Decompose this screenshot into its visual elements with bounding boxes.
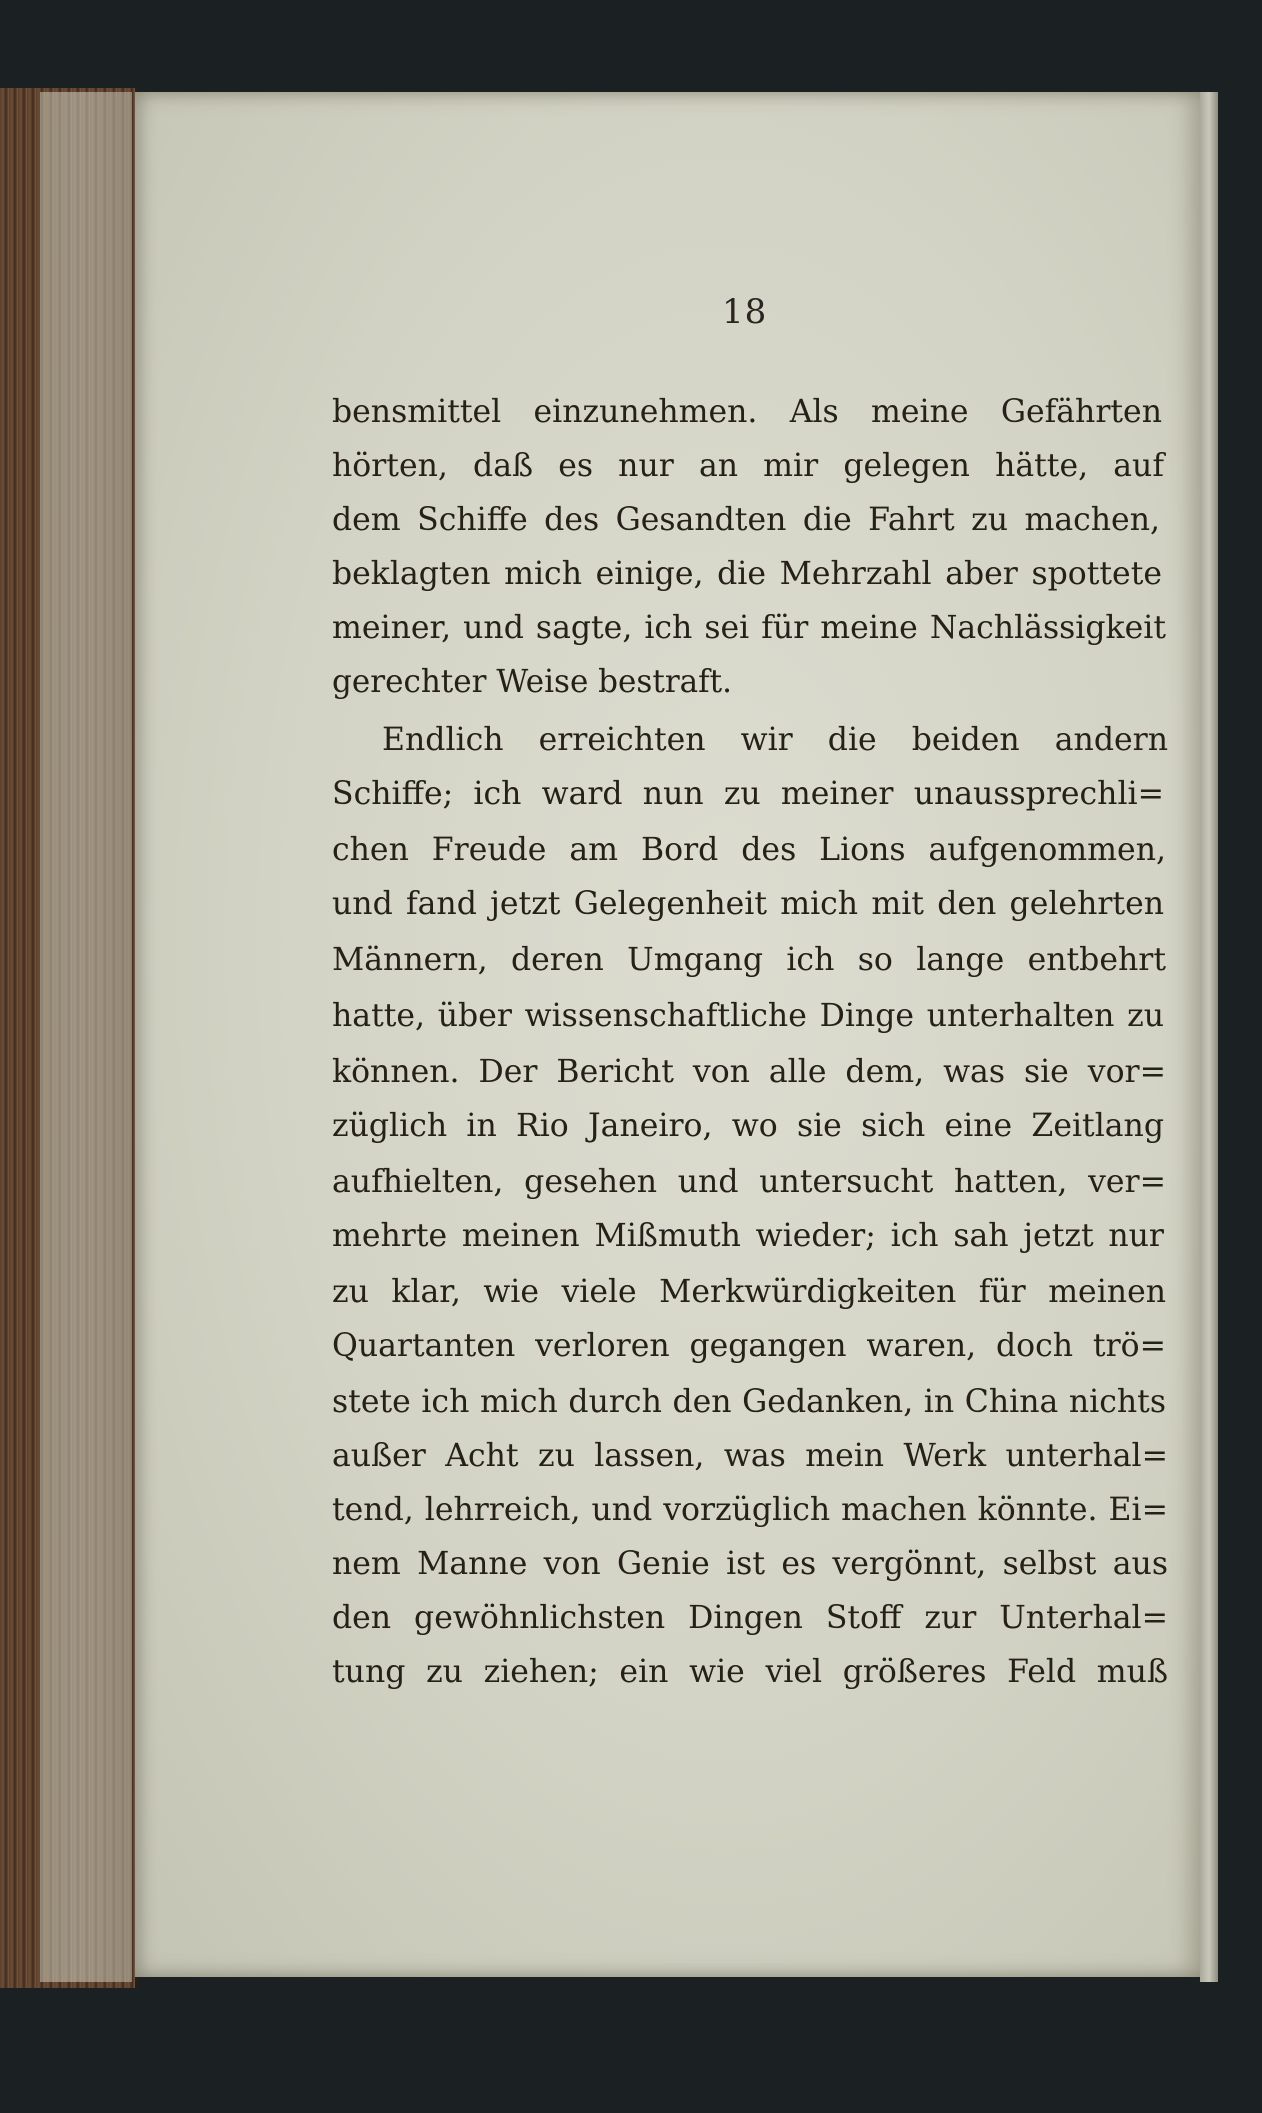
text-line: nem Manne von Genie ist es vergönnt, selbst aus [332, 1546, 1168, 1582]
page-number: 18 [722, 292, 768, 332]
text-line: mehrte meinen Mißmuth wieder; ich sah jetzt nur [332, 1218, 1164, 1254]
text-line: dem Schiffe des Gesandten die Fahrt zu machen, [332, 502, 1160, 538]
text-line: Männern, deren Umgang ich so lange entbehrt [332, 942, 1166, 978]
text-line: züglich in Rio Janeiro, wo sie sich eine Zeitlang [332, 1108, 1164, 1144]
text-line: außer Acht zu lassen, was mein Werk unterhal= [332, 1438, 1168, 1474]
text-line: hatte, über wissenschaftliche Dinge unterhalten zu [332, 998, 1164, 1034]
text-line: können. Der Bericht von alle dem, was sie vor= [332, 1054, 1166, 1090]
text-line: beklagten mich einige, die Mehrzahl aber spottete [332, 556, 1162, 592]
text-line: gerechter Weise bestraft. [332, 664, 732, 700]
text-line: Endlich erreichten wir die beiden andern [382, 722, 1168, 758]
text-line: Quartanten verloren gegangen waren, doch trö= [332, 1328, 1166, 1364]
text-line: und fand jetzt Gelegenheit mich mit den gelehrten [332, 886, 1164, 922]
text-line: den gewöhnlichsten Dingen Stoff zur Unterhal= [332, 1600, 1168, 1636]
text-line: meiner, und sagte, ich sei für meine Nachlässigkeit [332, 610, 1166, 646]
text-line: hörten, daß es nur an mir gelegen hätte, auf [332, 448, 1164, 484]
text-line: tend, lehrreich, und vorzüglich machen könnte. Ei= [332, 1492, 1168, 1528]
previous-page [40, 92, 132, 1982]
text-line: bensmittel einzunehmen. Als meine Gefährten [332, 394, 1162, 430]
text-line: chen Freude am Bord des Lions aufgenommen, [332, 832, 1166, 868]
text-line: zu klar, wie viele Merkwürdigkeiten für meinen [332, 1274, 1166, 1310]
text-line: aufhielten, gesehen und untersucht hatten, ver= [332, 1164, 1166, 1200]
text-line: stete ich mich durch den Gedanken, in China nichts [332, 1384, 1166, 1420]
text-line: tung zu ziehen; ein wie viel größeres Feld muß [332, 1654, 1168, 1690]
page-edge [1200, 92, 1218, 1982]
text-line: Schiffe; ich ward nun zu meiner unaussprechli= [332, 776, 1164, 812]
